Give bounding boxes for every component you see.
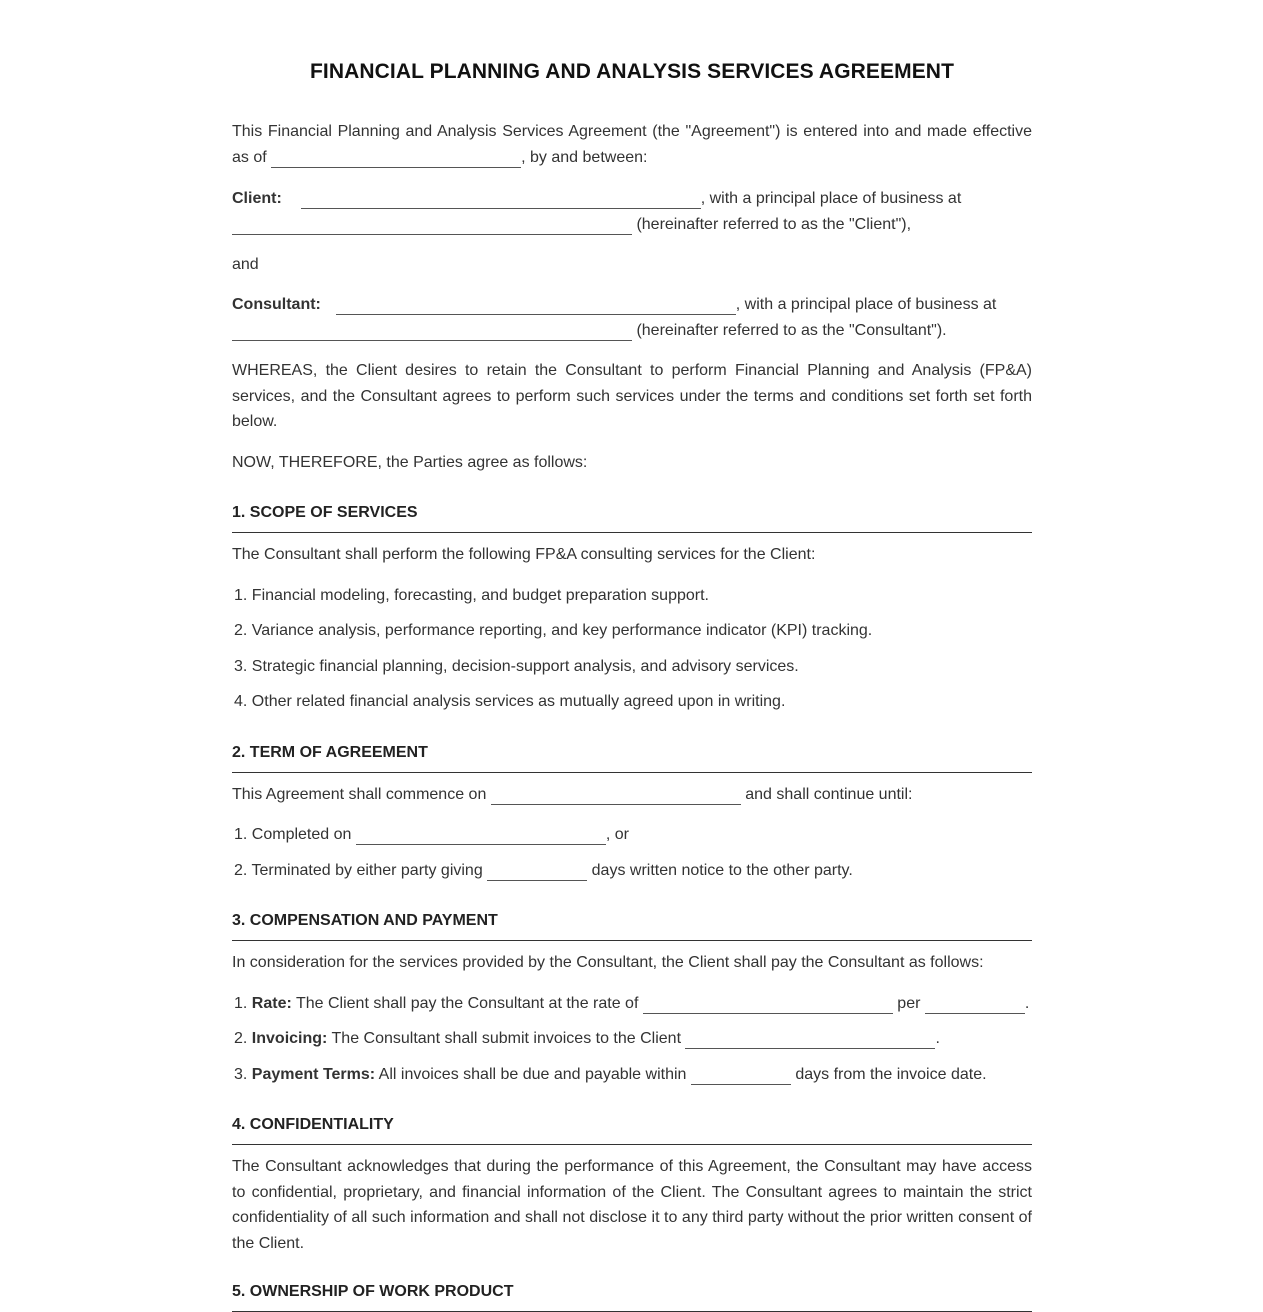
consultant-label: Consultant: [232,296,321,313]
intro-text: This Financial Planning and Analysis Services Agreement (the "Agreement") is entered into and made effective as of [232,123,1032,166]
section-4-heading: 4. CONFIDENTIALITY [232,1116,1032,1145]
consultant-name-field[interactable] [336,296,736,315]
consultant-text: , with a principal place of business at [735,296,997,313]
section-1-heading: 1. SCOPE OF SERVICES [232,504,1032,533]
now-therefore-paragraph: NOW, THEREFORE, the Parties agree as follows: [232,454,588,471]
section-2-lead: This Agreement shall commence on and shall continue until: [232,786,913,803]
consultant-address-line [232,318,1032,344]
section-3-lead: In consideration for the services provided by the Consultant, the Client shall pay the Consultant as follows: [232,954,984,971]
notice-days-field[interactable] [487,862,587,881]
consultant-paragraph [232,292,1032,318]
and-text: and [232,256,259,273]
client-paragraph [232,186,1032,212]
client-name-field[interactable] [301,190,701,209]
client-text: , with a principal place of business at [700,190,962,207]
section-2-heading: 2. TERM OF AGREEMENT [232,744,1032,773]
section-3-heading: 3. COMPENSATION AND PAYMENT [232,912,1032,941]
list-item: 2. Variance analysis, performance reporting, and key performance indicator (KPI) tracking. [234,622,873,639]
list-item: 4. Other related financial analysis services as mutually agreed upon in writing. [234,693,786,710]
list-item: 2. Invoicing: The Consultant shall submit invoices to the Client . [234,1030,940,1047]
completion-date-field[interactable] [356,826,606,845]
document-title: FINANCIAL PLANNING AND ANALYSIS SERVICES AGREEMENT [309,60,954,83]
invoicing-frequency-field[interactable] [685,1030,935,1049]
whereas-paragraph: WHEREAS, the Client desires to retain the Consultant to perform Financial Planning and Analysis (FP&A) services, and the Consultant agrees to perform such services under the terms and conditions set forth set forth below. [232,362,1032,431]
commence-date-field[interactable] [491,786,741,805]
consultant-text-end: (hereinafter referred to as the "Consultant"). [632,322,947,339]
client-address-line [232,212,1032,238]
section-5-heading: 5. OWNERSHIP OF WORK PRODUCT [232,1283,1032,1312]
client-address-field[interactable] [232,216,632,235]
payment-days-field[interactable] [691,1066,791,1085]
list-item: 1. Completed on , or [234,826,629,843]
consultant-address-field[interactable] [232,322,632,341]
list-item: 3. Payment Terms: All invoices shall be due and payable within days from the invoice date. [234,1066,987,1083]
rate-unit-field[interactable] [925,995,1025,1014]
effective-date-field[interactable] [271,149,521,168]
rate-amount-field[interactable] [643,995,893,1014]
list-item: 3. Strategic financial planning, decision-support analysis, and advisory services. [234,658,799,675]
list-item: 2. Terminated by either party giving days written notice to the other party. [234,862,853,879]
list-item: 1. Rate: The Client shall pay the Consultant at the rate of per . [234,995,1030,1012]
section-4-paragraph: The Consultant acknowledges that during the performance of this Agreement, the Consultant may have access to confidential, proprietary, and financial information of the Client. The Consultant agrees to maintain the strict confidentiality of all such information and shall not disclose it to any third party without the prior written consent of the Client. [232,1158,1032,1253]
client-label: Client: [232,190,282,207]
intro-text-end: , by and between: [521,148,648,166]
intro-paragraph [232,119,1032,170]
section-1-lead: The Consultant shall perform the following FP&A consulting services for the Client: [232,546,816,563]
list-item: 1. Financial modeling, forecasting, and budget preparation support. [234,587,709,604]
client-text-end: (hereinafter referred to as the "Client"), [632,216,912,233]
